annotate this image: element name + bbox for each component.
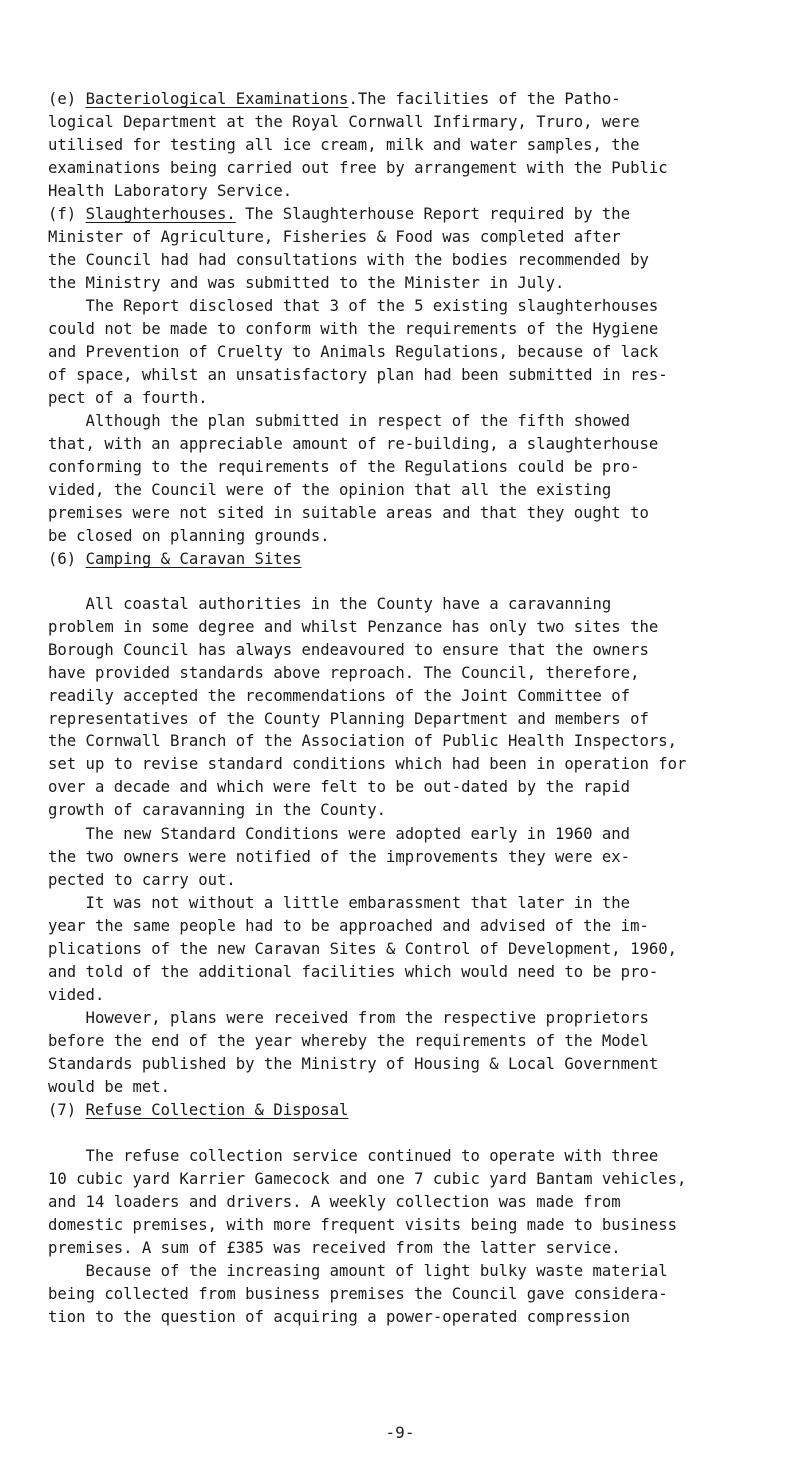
text-line: domestic premises, with more frequent visits being made to business: [48, 1215, 678, 1234]
text-line: problem in some degree and whilst Penzance has only two sites the: [48, 617, 659, 636]
text-line: .The facilities of the Patho-: [348, 90, 621, 108]
text-line: plications of the new Caravan Sites & Control of Development, 1960,: [48, 939, 678, 958]
heading-line: [0, 88, 800, 111]
section-number: (f): [48, 205, 86, 223]
paragraph: [0, 203, 800, 295]
text-line: premises were not sited in suitable areas and that they ought to: [48, 503, 649, 522]
paragraph: [0, 1099, 800, 1122]
text-line: the Cornwall Branch of the Association of Public Health Inspectors,: [48, 732, 678, 751]
text-line: The refuse collection service continued to operate with three: [48, 1147, 659, 1165]
text-line: The Slaughterhouse Report required by the: [235, 205, 631, 223]
section-heading: Refuse Collection & Disposal: [85, 1101, 349, 1119]
text-line: of space, whilst an unsatisfactory plan had been submitted in res-: [48, 365, 668, 384]
heading-line: [0, 548, 800, 571]
text-line: that, with an appreciable amount of re-building, a slaughterhouse: [48, 434, 659, 453]
text-line: conforming to the requirements of the Regulations could be pro-: [48, 457, 640, 476]
text-line: and Prevention of Cruelty to Animals Regulations, because of lack: [48, 342, 659, 361]
text-line: the Council had had consultations with the bodies recommended by: [48, 250, 649, 269]
text-line: However, plans were received from the respective proprietors: [48, 1009, 649, 1027]
text-line: being collected from business premises the Council gave considera-: [48, 1284, 668, 1303]
paragraph: [0, 1007, 800, 1099]
paragraph: [0, 88, 800, 203]
heading-line: [0, 1099, 800, 1122]
text-line: logical Department at the Royal Cornwall Infirmary, Truro, were: [48, 112, 640, 131]
paragraph: [0, 295, 800, 410]
text-line: Because of the increasing amount of light bulky waste material: [48, 1262, 668, 1280]
text-line: growth of caravanning in the County.: [48, 801, 386, 820]
text-line: Standards published by the Ministry of Housing & Local Government: [48, 1054, 659, 1073]
text-line: the two owners were notified of the improvements they were ex-: [48, 847, 631, 866]
text-line: examinations being carried out free by arrangement with the Public: [48, 158, 668, 177]
section-number: (7): [48, 1101, 86, 1119]
paragraph: [0, 410, 800, 547]
text-line: and told of the additional facilities which would need to be pro-: [48, 962, 659, 981]
section-number: (6): [48, 550, 86, 568]
paragraph: [0, 1260, 800, 1329]
heading-line: [0, 203, 800, 226]
text-line: before the end of the year whereby the requirements of the Model: [48, 1031, 649, 1050]
text-line: premises. A sum of £385 was received from the latter service.: [48, 1238, 621, 1257]
paragraph: [0, 1145, 800, 1260]
text-line: be closed on planning grounds.: [48, 526, 330, 545]
text-line: Borough Council has always endeavoured to ensure that the owners: [48, 640, 649, 659]
text-line: pect of a fourth.: [48, 388, 208, 407]
text-line: representatives of the County Planning Department and members of: [48, 709, 649, 728]
paragraph: [0, 892, 800, 1007]
text-line: vided.: [48, 985, 105, 1004]
section-heading: Slaughterhouses.: [85, 205, 236, 223]
text-line: Minister of Agriculture, Fisheries & Food was completed after: [48, 227, 621, 246]
text-line: set up to revise standard conditions which had been in operation for: [48, 755, 687, 774]
text-line: 10 cubic yard Karrier Gamecock and one 7 cubic yard Bantam vehicles,: [48, 1169, 687, 1188]
text-line: could not be made to conform with the requirements of the Hygiene: [48, 319, 659, 338]
text-line: The new Standard Conditions were adopted early in 1960 and: [48, 825, 631, 843]
text-line: vided, the Council were of the opinion that all the existing: [48, 480, 612, 499]
text-line: tion to the question of acquiring a power-operated compression: [48, 1307, 631, 1326]
paragraph: [0, 593, 800, 822]
page-number: -9-: [385, 1423, 415, 1442]
paragraph: [0, 548, 800, 571]
text-line: would be met.: [48, 1077, 171, 1096]
text-line: pected to carry out.: [48, 870, 236, 889]
text-line: year the same people had to be approached and advised of the im-: [48, 916, 649, 935]
section-heading: Camping & Caravan Sites: [85, 550, 302, 568]
text-line: and 14 loaders and drivers. A weekly collection was made from: [48, 1192, 621, 1211]
text-line: It was not without a little embarassment that later in the: [48, 894, 631, 912]
section-number: (e): [48, 90, 86, 108]
section-heading: Bacteriological Examinations: [85, 90, 349, 108]
text-line: over a decade and which were felt to be out-dated by the rapid: [48, 778, 631, 797]
text-line: The Report disclosed that 3 of the 5 existing slaughterhouses: [48, 297, 659, 315]
text-line: Although the plan submitted in respect of the fifth showed: [48, 412, 631, 430]
text-line: Health Laboratory Service.: [48, 181, 293, 200]
text-line: utilised for testing all ice cream, milk and water samples, the: [48, 135, 640, 154]
text-line: All coastal authorities in the County have a caravanning: [48, 595, 612, 613]
text-line: the Ministry and was submitted to the Minister in July.: [48, 273, 565, 292]
text-line: readily accepted the recommendations of the Joint Committee of: [48, 686, 631, 705]
paragraph: [0, 823, 800, 892]
text-line: have provided standards above reproach. The Council, therefore,: [48, 663, 640, 682]
